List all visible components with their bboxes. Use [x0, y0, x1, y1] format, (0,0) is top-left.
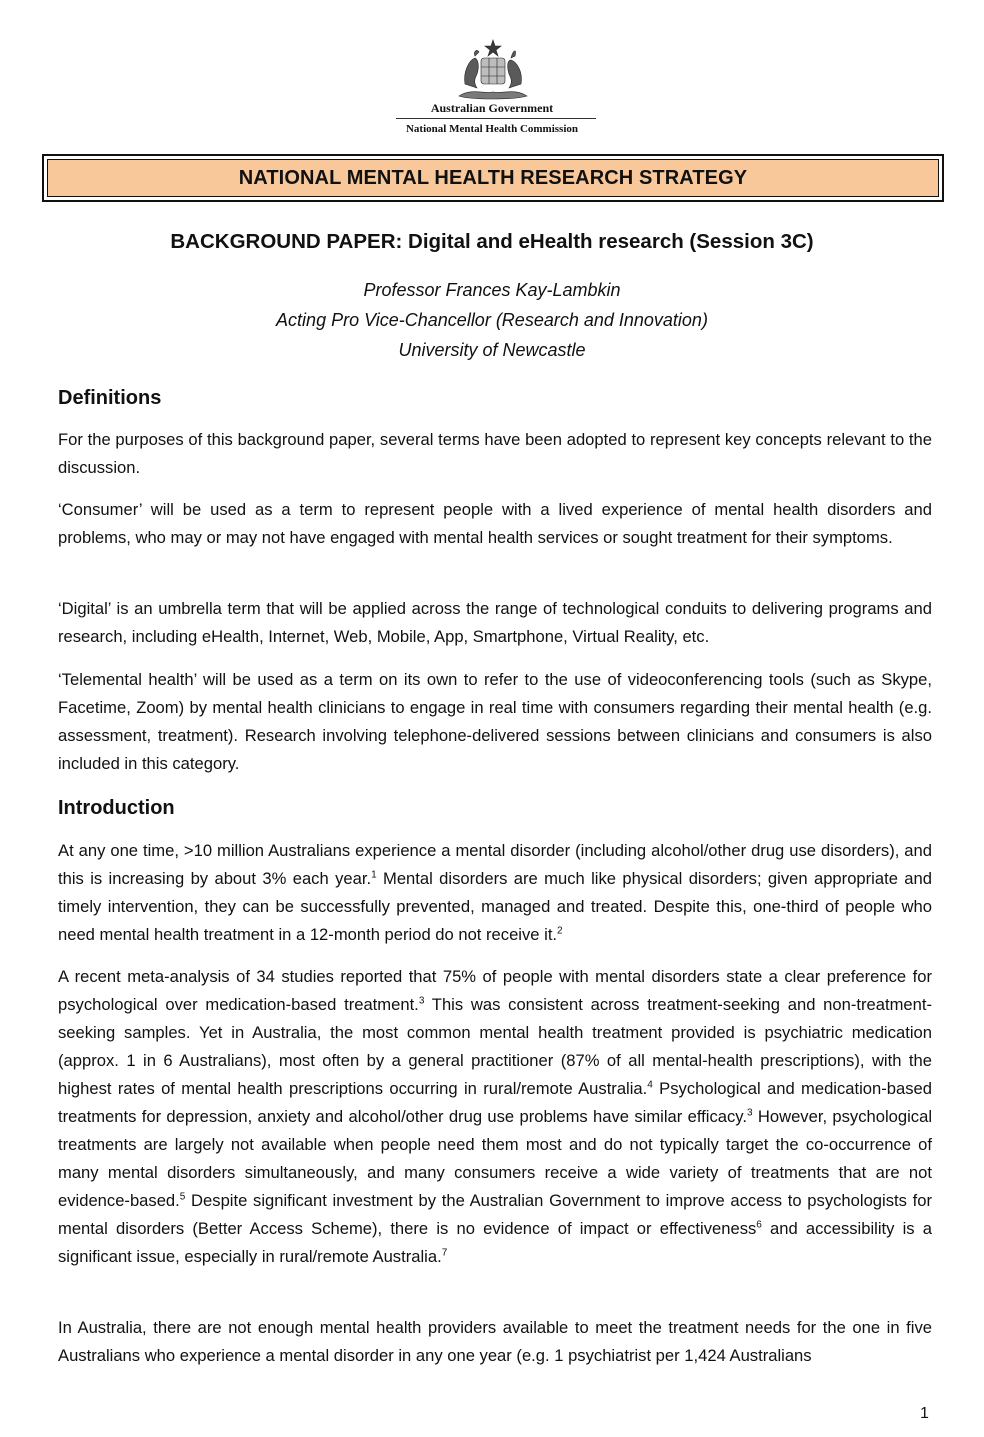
- author-name: Professor Frances Kay-Lambkin: [363, 280, 621, 300]
- author-role: Acting Pro Vice-Chancellor (Research and Innovation): [276, 310, 708, 330]
- footnote-ref: 5: [179, 1191, 186, 1203]
- footnote-ref: 2: [557, 925, 563, 937]
- intro-p2-text-b: This was consistent across treatment-seeking and non-treatment-seeking samples. Yet in Australia, the most common mental health treatment provided is psychiatric medication (approx. 1 in 6 Australians), most often by a general practitioner (87% of all mental-health prescriptions), with the highest rates of mental health prescriptions occurring in rural/remote Australia.: [58, 995, 933, 1098]
- coat-of-arms-logo: [455, 38, 531, 104]
- footnote-ref: 7: [441, 1247, 448, 1259]
- intro-p2-text-e: Despite significant investment by the Australian Government to improve access to psychologists for mental disorders (Better Access Scheme), there is no evidence of impact or effectiveness: [58, 1191, 932, 1238]
- definitions-paragraph-2: ‘Consumer’ will be used as a term to represent people with a lived experience of mental health disorders and problems, who may or may not have engaged with mental health services or sought treatment for their symptoms.: [58, 500, 932, 547]
- introduction-paragraph-2: [58, 963, 932, 1271]
- strategy-banner-title: NATIONAL MENTAL HEALTH RESEARCH STRATEGY: [47, 159, 939, 197]
- definitions-paragraph-4: ‘Telemental health’ will be used as a term on its own to refer to the use of videoconferencing tools (such as Skype, Facetime, Zoom) by mental health clinicians to engage in real time with consumers regarding their mental health (e.g. assessment, treatment). Research involving telephone-delivered sessions between clinicians and consumers is also included in this category.: [58, 670, 932, 773]
- footnote-ref: 3: [746, 1107, 753, 1119]
- introduction-paragraph-3: In Australia, there are not enough mental health providers available to meet the treatment needs for the one in five Australians who experience a mental disorder in any one year (e.g. 1 psychiatrist per 1,424 Australians: [58, 1318, 932, 1365]
- strategy-banner: [42, 154, 944, 202]
- footnote-ref: 1: [371, 869, 377, 881]
- intro-p2-text-c: Psychological and medication-based treatments for depression, anxiety and alcohol/other drug use problems have similar efficacy.: [58, 1079, 932, 1126]
- author-institution: University of Newcastle: [398, 340, 586, 360]
- commission-name: National Mental Health Commission: [405, 123, 579, 135]
- definitions-paragraph-3: ‘Digital’ is an umbrella term that will be applied across the range of technological conduits to delivering programs and research, including eHealth, Internet, Web, Mobile, App, Smartphone, Virtual Reality, etc.: [58, 599, 932, 646]
- page-number: 1: [920, 1405, 929, 1422]
- footnote-ref: 4: [647, 1079, 653, 1091]
- intro-p1-text-a: At any one time, >10 million Australians experience a mental disorder (including alcohol/other drug use disorders), and this is increasing by about 3% each year.: [58, 841, 932, 888]
- intro-p2-text-d: However, psychological treatments are largely not available when people need them most and do not typically target the co-occurrence of many mental disorders simultaneously, and many consumers receive a wide variety of treatments that are not evidence-based.: [58, 1107, 933, 1210]
- header-divider: [396, 118, 596, 119]
- intro-p2-text-a: A recent meta-analysis of 34 studies reported that 75% of people with mental disorders state a clear preference for psychological over medication-based treatment.: [58, 967, 932, 1014]
- footnote-ref: 3: [418, 995, 425, 1007]
- definitions-heading: Definitions: [58, 387, 162, 409]
- introduction-heading: Introduction: [58, 797, 175, 819]
- definitions-paragraph-1: For the purposes of this background paper, several terms have been adopted to represent key concepts relevant to the discussion.: [58, 430, 932, 477]
- paper-title: BACKGROUND PAPER: Digital and eHealth research (Session 3C): [170, 230, 814, 253]
- introduction-paragraph-1: [58, 837, 932, 949]
- government-name: Australian Government: [430, 101, 554, 115]
- footnote-ref: 6: [756, 1219, 762, 1231]
- intro-p1-text-b: Mental disorders are much like physical disorders; given appropriate and timely intervention, they can be successfully prevented, managed and treated. Despite this, one-third of people who need mental health treatment in a 12-month period do not receive it.: [58, 869, 932, 944]
- intro-p2-text-f: and accessibility is a significant issue, especially in rural/remote Australia.: [58, 1219, 933, 1266]
